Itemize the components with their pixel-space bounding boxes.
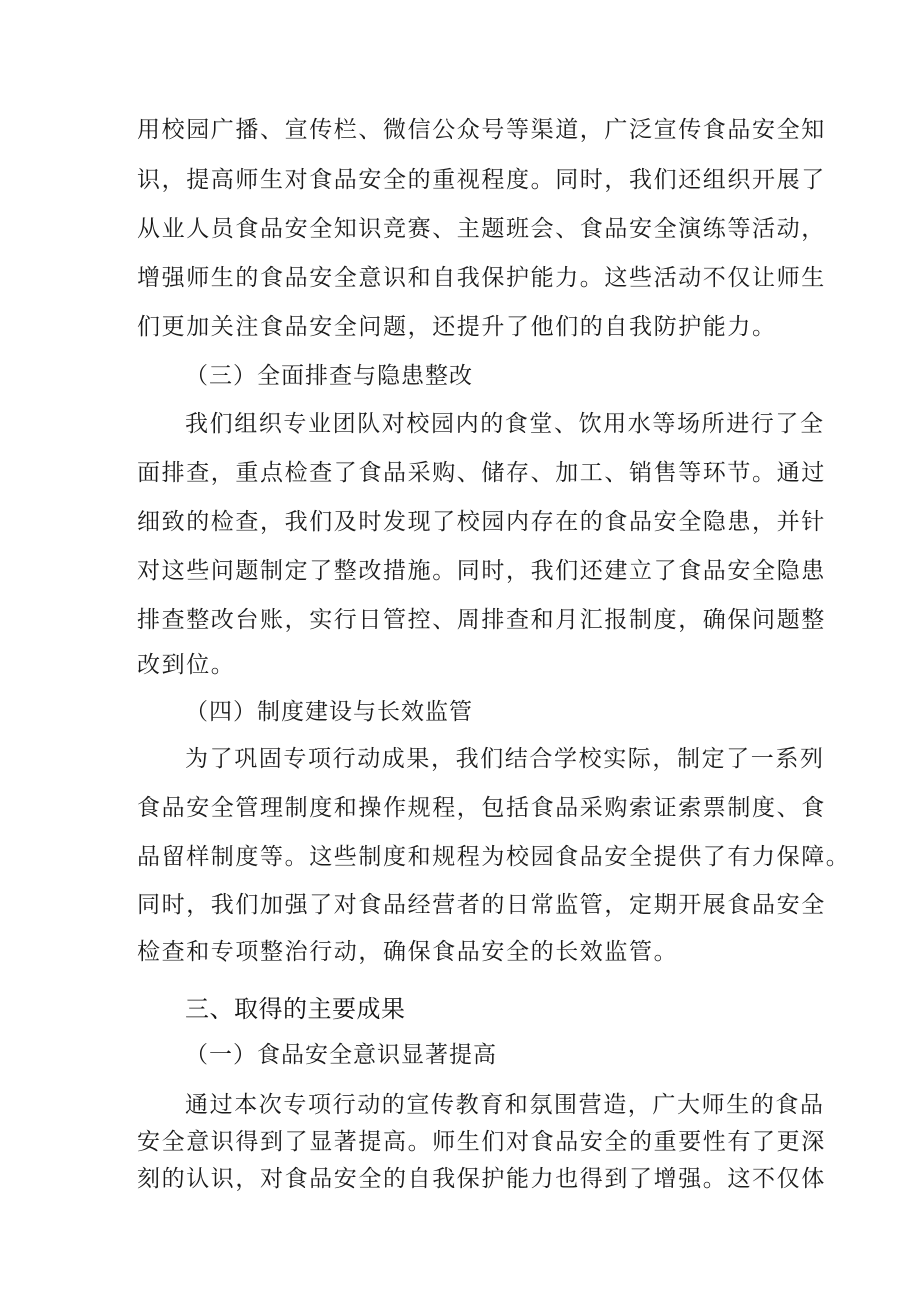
paragraph-line: 改到位。 [137,652,236,678]
paragraph-line: 对这些问题制定了整改措施。同时，我们还建立了食品安全隐患 [137,558,826,584]
paragraph-line: 识，提高师生对食品安全的重视程度。同时，我们还组织开展了 [137,167,826,193]
subsection-heading: （四）制度建设与长效监管 [185,699,473,725]
paragraph-line: 增强师生的食品安全意识和自我保护能力。这些活动不仅让师生 [137,265,826,291]
paragraph-line: 安全意识得到了显著提高。师生们对食品安全的重要性有了更深 [137,1129,826,1155]
section-heading: 三、取得的主要成果 [185,995,406,1023]
paragraph-line: 品留样制度等。这些制度和规程为校园食品安全提供了有力保障。 [137,844,851,870]
subsection-heading: （三）全面排查与隐患整改 [185,363,473,389]
paragraph-line: 用校园广播、宣传栏、微信公众号等渠道，广泛宣传食品安全知 [137,117,826,143]
subsection-heading: （一）食品安全意识显著提高 [185,1042,497,1068]
paragraph-line: 刻的认识，对食品安全的自我保护能力也得到了增强。这不仅体 [137,1166,826,1192]
paragraph-line: 为了巩固专项行动成果，我们结合学校实际，制定了一系列 [185,746,825,772]
paragraph-line: 我们组织专业团队对校园内的食堂、饮用水等场所进行了全 [185,411,825,437]
paragraph-line: 检查和专项整治行动，确保食品安全的长效监管。 [137,939,679,965]
paragraph-line: 从业人员食品安全知识竞赛、主题班会、食品安全演练等活动， [137,216,826,242]
paragraph-line: 们更加关注食品安全问题，还提升了他们的自我防护能力。 [137,314,777,340]
paragraph-line: 面排查，重点检查了食品采购、储存、加工、销售等环节。通过 [137,460,826,486]
paragraph-line: 同时，我们加强了对食品经营者的日常监管，定期开展食品安全 [137,892,826,918]
paragraph-line: 排查整改台账，实行日管控、周排查和月汇报制度，确保问题整 [137,607,826,633]
paragraph-line: 食品安全管理制度和操作规程，包括食品采购索证索票制度、食 [137,795,826,821]
paragraph-line: 细致的检查，我们及时发现了校园内存在的食品安全隐患，并针 [137,509,826,535]
paragraph-line: 通过本次专项行动的宣传教育和氛围营造，广大师生的食品 [185,1092,825,1118]
